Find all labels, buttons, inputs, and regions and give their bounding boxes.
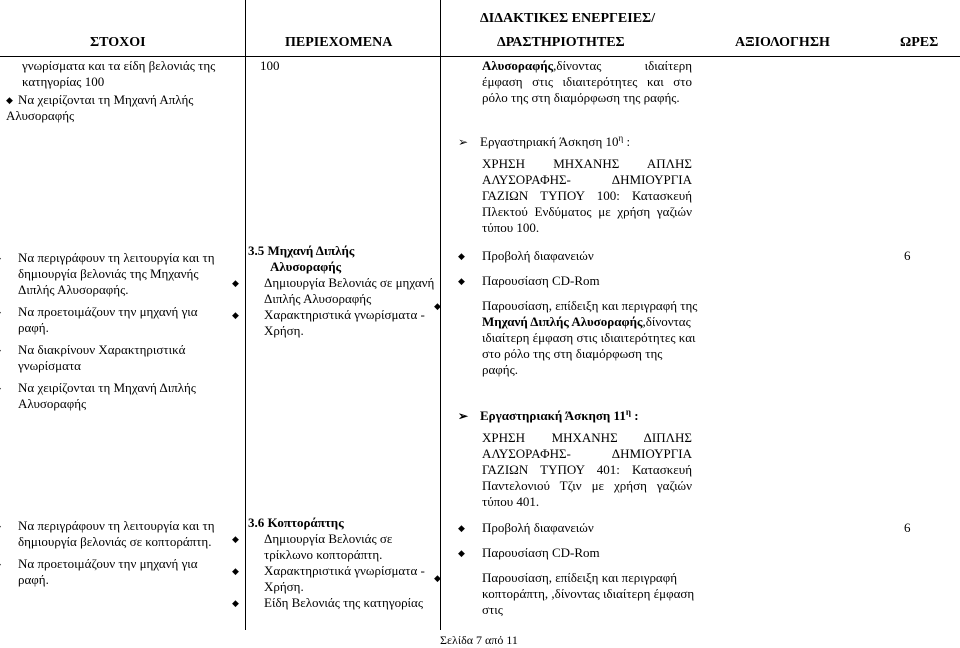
row3-content-item: ◆ Είδη Βελονιάς της κατηγορίας bbox=[232, 595, 424, 610]
diamond-bullet-icon: ◆ bbox=[458, 276, 465, 286]
row2-content-item: ◆ Δημιουργία Βελονιάς σε μηχανή Διπλής Αλυσοραφής bbox=[232, 275, 435, 306]
diamond-bullet-icon: ◆ bbox=[458, 548, 465, 558]
row2-activity-item: ◆ Παρουσίαση, επίδειξη και περιγραφή της Μηχανή Διπλής Αλυσοραφής,δίνοντας ιδιαίτερη έμφαση στις ιδιαιτερότητες και στο ρόλο της στη διαμόρφωση της ραφής. bbox=[434, 298, 698, 377]
row3-content-title: 3.6 Κοπτοράπτης bbox=[248, 515, 344, 530]
row1-lab-heading: ➢ Εργαστηριακή Άσκηση $10^\eta$ : bbox=[458, 133, 631, 149]
row3-goals bbox=[6, 518, 231, 588]
row3-activity-item: ◆ Παρουσίαση, επίδειξη και περιγραφή κοπτοράπτη, ,δίνοντας ιδιαίτερη έμφαση στις bbox=[434, 570, 695, 617]
row2-goal-item: Να περιγράφουν τη λειτουργία και τη δημιουργία βελονιάς της Μηχανής Διπλής Αλυσοραφής. bbox=[6, 250, 231, 298]
arrow-bullet-icon: ➢ bbox=[458, 409, 469, 423]
diamond-bullet-icon: ◆ bbox=[232, 278, 239, 288]
row1-content-text: 100 bbox=[260, 58, 280, 73]
row2-lab-text: ΧΡΗΣΗ ΜΗΧΑΝΗΣ ΔΙΠΛΗΣ ΑΛΥΣΟΡΑΦΗΣ- ΔΗΜΙΟΥΡΓΙΑ ΓΑΖΙΩΝ ΤΥΠΟΥ 401: Κατασκευή Παντελονιού Τζιν με χρήση γαζιών τύπου 401. bbox=[482, 430, 692, 509]
page-number: Σελίδα 7 από 11 bbox=[440, 633, 518, 647]
diamond-bullet-icon bbox=[6, 518, 18, 534]
diamond-bullet-icon bbox=[6, 304, 18, 320]
arrow-bullet-icon: ➢ bbox=[458, 135, 469, 149]
row1-activity-continuation: Αλυσοραφής,δίνοντας ιδιαίτερη έμφαση στις ιδιαιτερότητες και στο ρόλο της στη διαμόρφωση της ραφής. bbox=[482, 58, 692, 105]
row2-content bbox=[232, 243, 438, 339]
row2-content-title: 3.5 Μηχανή Διπλής bbox=[248, 243, 355, 258]
header-hours: ΩΡΕΣ bbox=[900, 35, 939, 50]
header-activities-line2: ΔΡΑΣΤΗΡΙΟΤΗΤΕΣ bbox=[497, 35, 625, 50]
diamond-bullet-icon: ◆ bbox=[434, 573, 441, 583]
header-goals: ΣΤΟΧΟΙ bbox=[90, 35, 146, 50]
row3-content-item: ◆ Δημιουργία Βελονιάς σε τρίκλωνο κοπτοράπτη. bbox=[232, 531, 393, 562]
diamond-bullet-icon bbox=[6, 250, 18, 266]
row2-goals bbox=[6, 250, 231, 412]
diamond-bullet-icon bbox=[6, 556, 18, 572]
diamond-bullet-icon: ◆ bbox=[232, 534, 239, 544]
row3-hours: 6 bbox=[904, 520, 911, 535]
column-divider-2 bbox=[440, 0, 441, 630]
header-activities-line1: ΔΙΔΑΚΤΙΚΕΣ ΕΝΕΡΓΕΙΕΣ/ bbox=[480, 11, 656, 26]
row1-goal-item: ◆ Να χειρίζονται τη Μηχανή Απλής Αλυσοραφής bbox=[6, 92, 194, 123]
row1-goals bbox=[6, 58, 231, 124]
header-content: ΠΕΡΙΕΧΟΜΕΝΑ bbox=[285, 35, 393, 50]
diamond-bullet-icon: ◆ bbox=[232, 598, 239, 608]
row3-content-item: ◆ Χαρακτηριστικά γνωρίσματα - Χρήση. bbox=[232, 563, 425, 594]
diamond-bullet-icon: ◆ bbox=[458, 523, 465, 533]
diamond-bullet-icon: ◆ bbox=[6, 95, 13, 105]
row2-hours: 6 bbox=[904, 248, 911, 263]
row2-content-item: ◆ Χαρακτηριστικά γνωρίσματα - Χρήση. bbox=[232, 307, 425, 338]
row2-activity-item: ◆ Προβολή διαφανειών bbox=[458, 248, 594, 263]
row2-goal-item: Να προετοιμάζουν την μηχανή για ραφή. bbox=[6, 304, 231, 336]
row2-activity-item: ◆ Παρουσίαση CD-Rom bbox=[458, 273, 600, 288]
column-divider-1 bbox=[245, 0, 246, 630]
header-rule bbox=[0, 56, 960, 57]
row2-activities bbox=[434, 248, 698, 378]
diamond-bullet-icon: ◆ bbox=[458, 251, 465, 261]
row3-content bbox=[232, 515, 438, 611]
row3-activity-item: ◆ Παρουσίαση CD-Rom bbox=[458, 545, 600, 560]
row3-activity-item: ◆ Προβολή διαφανειών bbox=[458, 520, 594, 535]
row2-lab-heading: ➢ Εργαστηριακή Άσκηση $11^\eta$ : bbox=[458, 407, 639, 423]
row3-goal-item: Να προετοιμάζουν την μηχανή για ραφή. bbox=[6, 556, 231, 588]
diamond-bullet-icon: ◆ bbox=[232, 310, 239, 320]
row1-lab-text: ΧΡΗΣΗ ΜΗΧΑΝΗΣ ΑΠΛΗΣ ΑΛΥΣΟΡΑΦΗΣ- ΔΗΜΙΟΥΡΓΙΑ ΓΑΖΙΩΝ ΤΥΠΟΥ 100: Κατασκευή Πλεκτού Ενδύματος με χρήση γαζιών τύπου 100. bbox=[482, 156, 692, 235]
row2-content-title-cont: Αλυσοραφής bbox=[270, 259, 342, 274]
header-assessment: ΑΞΙΟΛΟΓΗΣΗ bbox=[735, 35, 830, 50]
diamond-bullet-icon bbox=[6, 342, 18, 358]
row1-goal-text: γνωρίσματα και τα είδη βελονιάς της κατηγορίας 100 bbox=[22, 58, 216, 89]
row2-goal-item: Να χειρίζονται τη Μηχανή Διπλής Αλυσοραφής bbox=[6, 380, 231, 412]
diamond-bullet-icon: ◆ bbox=[232, 566, 239, 576]
diamond-bullet-icon bbox=[6, 380, 18, 396]
row2-goal-item: Να διακρίνουν Χαρακτηριστικά γνωρίσματα bbox=[6, 342, 231, 374]
diamond-bullet-icon: ◆ bbox=[434, 301, 441, 311]
row3-goal-item: Να περιγράφουν τη λειτουργία και τη δημιουργία βελονιάς σε κοπτοράπτη. bbox=[6, 518, 231, 550]
row3-activities bbox=[434, 520, 698, 618]
